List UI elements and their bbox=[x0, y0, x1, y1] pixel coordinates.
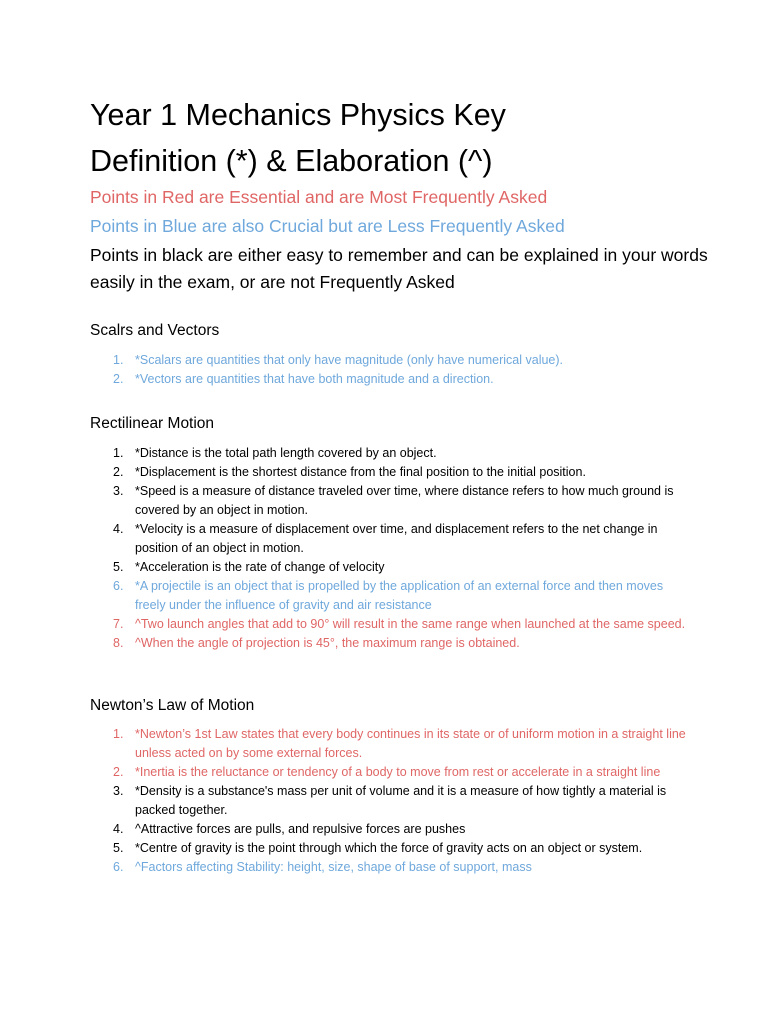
list-item-text: *Centre of gravity is the point through which the force of gravity acts on an object or system. bbox=[135, 841, 643, 855]
list-item-number: 4. bbox=[113, 522, 124, 536]
list-item-text: ^Attractive forces are pulls, and repulsive forces are pushes bbox=[135, 822, 466, 836]
list-item-number: 1. bbox=[113, 353, 124, 367]
list-item-text: ^Two launch angles that add to 90° will result in the same range when launched at the same speed. bbox=[135, 617, 686, 631]
list-item bbox=[90, 615, 690, 634]
list-item-number: 5. bbox=[113, 841, 124, 855]
list-item-number: 6. bbox=[113, 579, 124, 593]
list-item-number: 3. bbox=[113, 784, 124, 798]
list-item-number: 2. bbox=[113, 465, 124, 479]
list-item-text: *Scalars are quantities that only have magnitude (only have numerical value). bbox=[135, 353, 564, 367]
list-item-text: *A projectile is an object that is propelled by the application of an external force and then moves freely under the influence of gravity and air resistance bbox=[135, 579, 664, 612]
section-heading-rectilinear-motion: Rectilinear Motion bbox=[90, 415, 215, 432]
list-item-number: 5. bbox=[113, 560, 124, 574]
list-item-text: *Density is a substance's mass per unit of volume and it is a measure of how tightly a material is packed together. bbox=[135, 784, 667, 817]
section-heading-scalars-vectors: Scalrs and Vectors bbox=[90, 322, 220, 339]
list-item bbox=[90, 763, 690, 782]
list-item bbox=[90, 351, 690, 370]
list-item-text: ^Factors affecting Stability: height, size, shape of base of support, mass bbox=[135, 860, 532, 874]
page-title bbox=[90, 92, 710, 184]
list-item-text: *Vectors are quantities that have both magnitude and a direction. bbox=[135, 372, 494, 386]
scalars-vectors-list bbox=[90, 351, 690, 389]
list-item-text: ^When the angle of projection is 45°, the maximum range is obtained. bbox=[135, 636, 520, 650]
list-item-number: 1. bbox=[113, 727, 124, 741]
list-item bbox=[90, 858, 690, 877]
list-item-number: 2. bbox=[113, 765, 124, 779]
legend-red-text: Points in Red are Essential and are Most Frequently Asked bbox=[90, 187, 548, 207]
newtons-law-list bbox=[90, 725, 690, 877]
list-item bbox=[90, 520, 690, 558]
list-item-number: 2. bbox=[113, 372, 124, 386]
list-item-text: *Velocity is a measure of displacement over time, and displacement refers to the net change in position of an object in motion. bbox=[135, 522, 658, 555]
page-title-line-2: Definition (*) & Elaboration (^) bbox=[90, 144, 493, 178]
legend-blue-text: Points in Blue are also Crucial but are Less Frequently Asked bbox=[90, 216, 565, 236]
list-item bbox=[90, 577, 690, 615]
list-item-number: 6. bbox=[113, 860, 124, 874]
list-item-text: *Speed is a measure of distance traveled over time, where distance refers to how much ground is covered by an object in motion. bbox=[135, 484, 674, 517]
list-item bbox=[90, 839, 690, 858]
list-item bbox=[90, 725, 690, 763]
list-item-number: 3. bbox=[113, 484, 124, 498]
section-heading-newtons-law: Newton’s Law of Motion bbox=[90, 697, 255, 714]
list-item-text: *Distance is the total path length covered by an object. bbox=[135, 446, 437, 460]
list-item bbox=[90, 782, 690, 820]
list-item-number: 7. bbox=[113, 617, 124, 631]
rectilinear-motion-list bbox=[90, 444, 690, 653]
list-item bbox=[90, 482, 690, 520]
list-item-text: *Newton’s 1st Law states that every body continues in its state or of uniform motion in a straight line unless acted on by some external forces. bbox=[135, 727, 686, 760]
legend-black-text: Points in black are either easy to remember and can be explained in your words easily in the exam, or are not Frequently Asked bbox=[90, 245, 708, 292]
list-item-number: 8. bbox=[113, 636, 124, 650]
list-item bbox=[90, 444, 690, 463]
list-item bbox=[90, 558, 690, 577]
list-item bbox=[90, 634, 690, 653]
list-item-number: 4. bbox=[113, 822, 124, 836]
list-item-text: *Acceleration is the rate of change of velocity bbox=[135, 560, 385, 574]
list-item bbox=[90, 463, 690, 482]
list-item bbox=[90, 820, 690, 839]
list-item-text: *Inertia is the reluctance or tendency of a body to move from rest or accelerate in a straight line bbox=[135, 765, 661, 779]
page-title-line-1: Year 1 Mechanics Physics Key bbox=[90, 98, 506, 132]
list-item-number: 1. bbox=[113, 446, 124, 460]
list-item-text: *Displacement is the shortest distance from the final position to the initial position. bbox=[135, 465, 586, 479]
list-item bbox=[90, 370, 690, 389]
